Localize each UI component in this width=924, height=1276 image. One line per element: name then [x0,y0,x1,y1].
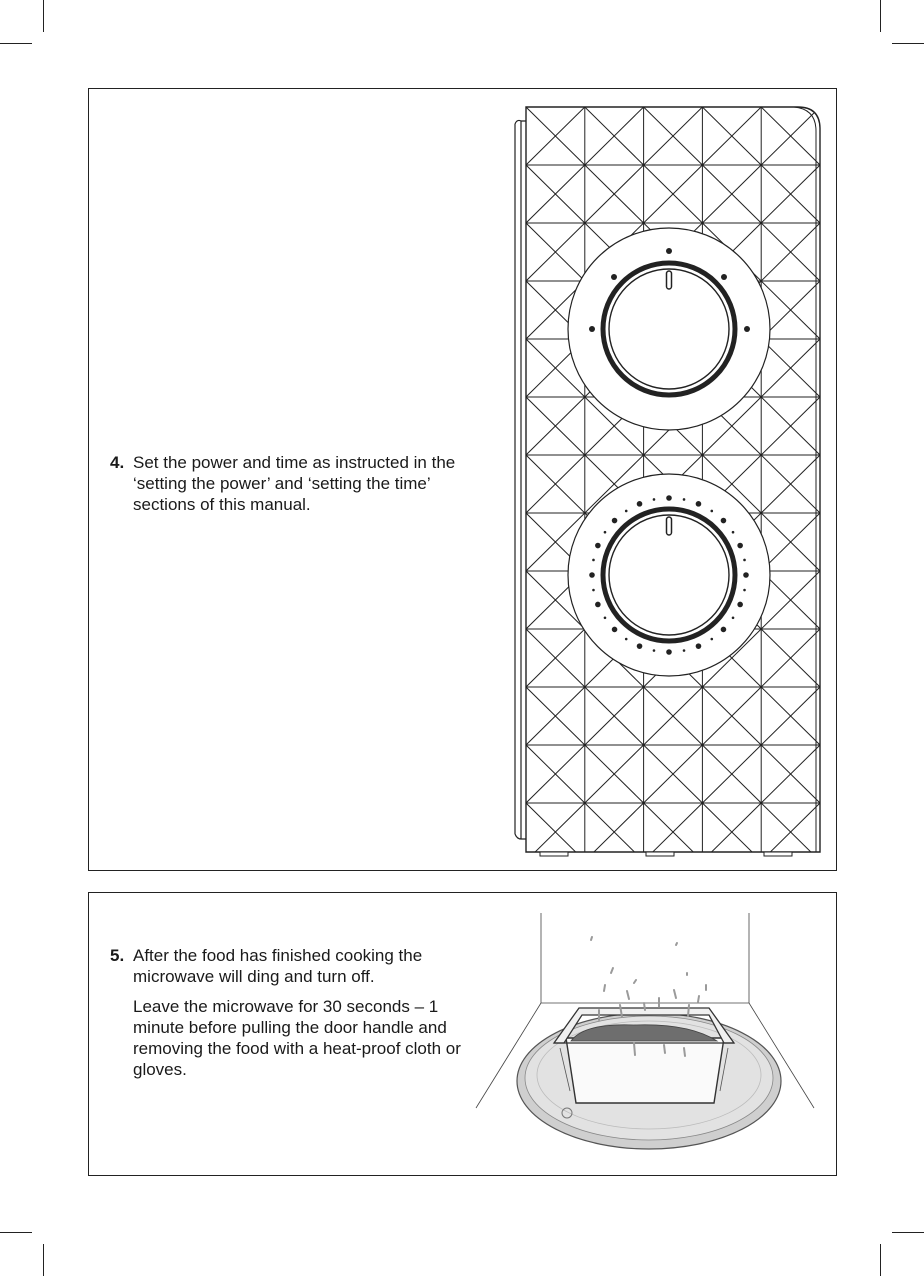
instruction-panel-step-5 [88,892,837,1176]
instruction-panel-step-4 [88,88,837,871]
power-knob [568,228,770,430]
step-number: 4. [110,453,125,472]
step-text: Set the power and time as instructed in the ‘setting the power’ and ‘setting the time’ sections of this manual. [133,453,456,514]
crop-mark [880,1244,881,1276]
panel-foot [540,852,568,856]
step-4 [110,452,490,515]
step-text: Leave the microwave for 30 seconds – 1 minute before pulling the door handle and removing the food with a heat-proof cloth or gloves. [133,997,461,1079]
crop-mark [880,0,881,32]
knob-pointer [667,517,672,535]
microwave-interior-illustration [474,913,819,1168]
step-number: 5. [110,946,125,965]
crop-mark [0,1232,32,1233]
panel-foot [764,852,792,856]
crop-mark [43,1244,44,1276]
crop-mark [892,43,924,44]
step-text: After the food has finished cooking the microwave will ding and turn off. [133,946,423,986]
crop-mark [0,43,32,44]
timer-knob [568,474,770,676]
knob-pointer [667,271,672,289]
step-5 [110,945,470,1080]
panel-foot [646,852,674,856]
crop-mark [892,1232,924,1233]
control-panel-illustration [504,104,826,864]
door-edge [515,120,526,839]
crop-mark [43,0,44,32]
